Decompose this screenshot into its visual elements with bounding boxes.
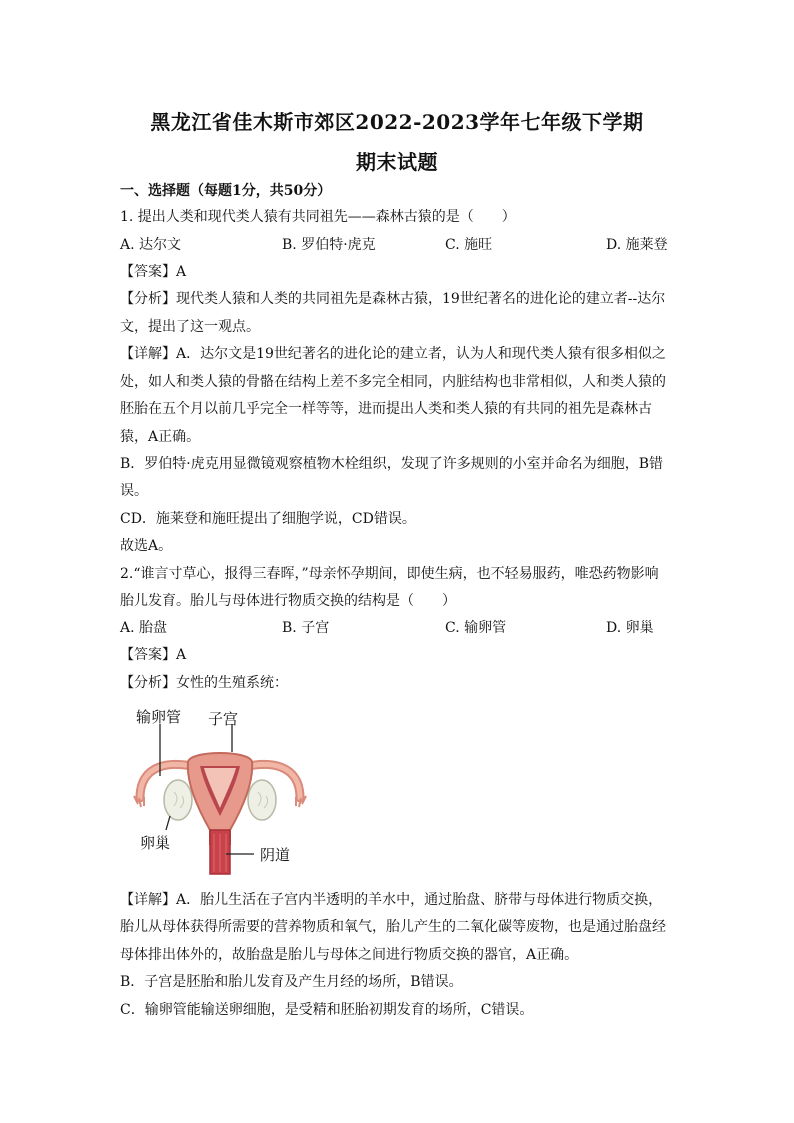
q2-detail-line2: 胎儿从母体获得所需要的营养物质和氧气，胎儿产生的二氧化碳等废物，也是通过胎盘经 xyxy=(120,919,666,935)
label-ovary: 卵巢 xyxy=(140,834,171,852)
q1-detail-cd: CD．施莱登和施旺提出了细胞学说，CD错误。 xyxy=(120,511,416,527)
q1-analysis-line1: 【分析】现代类人猿和人类的共同祖先是森林古猿，19世纪著名的进化论的建立者--达尔 xyxy=(120,291,666,307)
q2-option-b: B. 子宫 xyxy=(282,620,330,636)
q2-option-a: A. 胎盘 xyxy=(120,620,168,636)
page-subtitle: 期末试题 xyxy=(356,150,438,174)
q1-detail-b-line2: 误。 xyxy=(120,483,148,499)
q1-option-c: C. 施旺 xyxy=(445,237,493,253)
q1-option-d: D. 施莱登 xyxy=(606,237,668,253)
reproductive-system-figure xyxy=(130,704,310,876)
q1-detail-line4: 猿，A正确。 xyxy=(120,429,201,445)
q2-detail-b: B．子宫是胚胎和胎儿发育及产生月经的场所，B错误。 xyxy=(120,974,463,990)
q1-detail-line1: 【详解】A．达尔文是19世纪著名的进化论的建立者，认为人和现代类人猿有很多相似之 xyxy=(120,346,666,362)
label-oviduct: 输卵管 xyxy=(136,708,182,726)
q1-answer: 【答案】A xyxy=(120,264,187,280)
q2-detail-line1: 【详解】A．胎儿生活在子宫内半透明的羊水中，通过胎盘、脐带与母体进行物质交换， xyxy=(120,892,663,908)
q1-conclusion: 故选A。 xyxy=(120,538,173,554)
label-uterus: 子宫 xyxy=(208,710,239,728)
q2-option-c: C. 输卵管 xyxy=(445,620,507,636)
q1-detail-line3: 胚胎在五个月以前几乎完全一样等等，进而提出人类和类人猿的有共同的祖先是森林古 xyxy=(120,401,652,417)
q1-analysis-line2: 文，提出了这一观点。 xyxy=(120,319,260,335)
label-vagina: 阴道 xyxy=(260,846,291,864)
question-2-stem-line2: 胎儿发育。胎儿与母体进行物质交换的结构是（ ） xyxy=(120,593,456,609)
q2-detail-line3: 母体排出体外的，故胎盘是胎儿与母体之间进行物质交换的器官，A正确。 xyxy=(120,947,579,963)
q1-option-a: A. 达尔文 xyxy=(120,237,182,253)
q1-detail-b-line1: B．罗伯特·虎克用显微镜观察植物木栓组织，发现了许多规则的小室并命名为细胞，B错 xyxy=(120,456,664,472)
q1-detail-line2: 处，如人和类人猿的骨骼在结构上差不多完全相同，内脏结构也非常相似，人和类人猿的 xyxy=(120,374,666,390)
question-2-stem-line1: 2.“谁言寸草心，报得三春晖，”母亲怀孕期间，即使生病，也不轻易服药，唯恐药物影响 xyxy=(120,566,659,582)
q1-option-b: B. 罗伯特·虎克 xyxy=(282,237,376,253)
q2-analysis: 【分析】女性的生殖系统： xyxy=(120,675,288,691)
q2-detail-c: C．输卵管能输送卵细胞，是受精和胚胎初期发育的场所，C错误。 xyxy=(120,1002,534,1018)
q2-answer: 【答案】A xyxy=(120,647,187,663)
q2-option-d: D. 卵巢 xyxy=(606,620,654,636)
question-1-stem: 1. 提出人类和现代类人猿有共同祖先——森林古猿的是（ ） xyxy=(120,209,516,225)
page-title: 黑龙江省佳木斯市郊区2022-2023学年七年级下学期 xyxy=(150,110,644,134)
section-heading: 一、选择题（每题1分，共50分） xyxy=(120,183,332,199)
